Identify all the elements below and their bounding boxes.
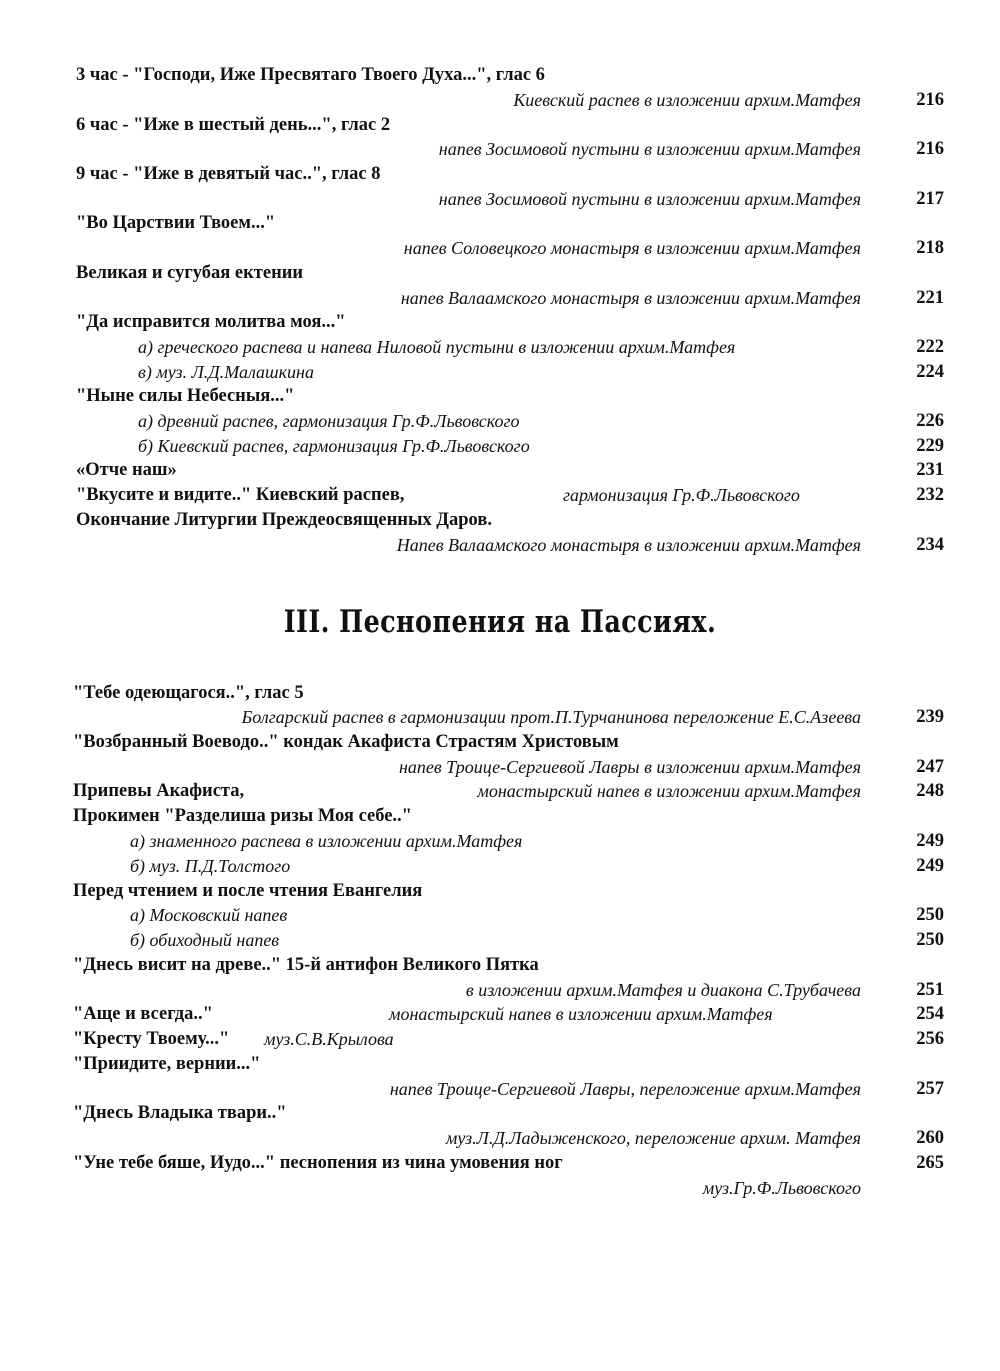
entry-subtitle: а) Московский напев (130, 905, 288, 925)
page-number: 221 (916, 288, 944, 308)
entry-subtitle: муз.С.В.Крылова (264, 1029, 394, 1049)
entry-title: "Вкусите и видите.." Киевский распев, (76, 485, 405, 505)
entry-subtitle: в изложении архим.Матфея и диакона С.Трубачева (465, 980, 861, 1000)
entry-title: "Уне тебе бяше, Иудо..." песнопения из чина умовения ног (73, 1153, 563, 1173)
entry-title: Великая и сугубая ектении (76, 263, 304, 283)
page-number: 248 (916, 781, 944, 801)
entry-title: Окончание Литургии Преждеосвященных Даров. (76, 510, 492, 530)
page-number: 218 (916, 238, 944, 258)
page-number: 226 (916, 411, 944, 431)
entry-title: "Да исправится молитва моя..." (76, 312, 346, 332)
entry-subtitle: монастырский напев в изложении архим.Матфея (389, 1004, 773, 1024)
entry-title: "Приидите, вернии..." (73, 1054, 261, 1074)
entry-subtitle: напев Троице-Сергиевой Лавры в изложении архим.Матфея (398, 757, 861, 777)
entry-subtitle: напев Соловецкого монастыря в изложении архим.Матфея (403, 238, 861, 258)
entry-subtitle: а) знаменного распева в изложении архим.Матфея (130, 831, 523, 851)
entry-subtitle: напев Зосимовой пустыни в изложении архим.Матфея (438, 139, 861, 159)
entry-title: Прокимен "Разделиша ризы Моя себе.." (73, 806, 412, 826)
entry-title: "Тебе одеющагося..", глас 5 (73, 683, 304, 703)
entry-title: «Отче наш» (76, 460, 177, 480)
entry-subtitle: напев Зосимовой пустыни в изложении архим.Матфея (438, 189, 861, 209)
entry-subtitle: муз.Гр.Ф.Львовского (702, 1178, 861, 1198)
entry-subtitle: напев Валаамского монастыря в изложении архим.Матфея (400, 288, 861, 308)
page-number: 256 (916, 1029, 944, 1049)
page-number: 254 (916, 1004, 944, 1024)
page-number: 249 (916, 831, 944, 851)
entry-title: "Возбранный Воеводо.." кондак Акафиста Страстям Христовым (73, 732, 619, 752)
page-number: 231 (916, 460, 944, 480)
entry-title: 9 час - "Иже в девятый час..", глас 8 (76, 164, 381, 184)
section-title: III. Песнопения на Пассиях. (283, 604, 717, 640)
entry-title: "Во Царствии Твоем..." (76, 213, 276, 233)
entry-title: 3 час - "Господи, Иже Пресвятаго Твоего Духа...", глас 6 (76, 65, 545, 85)
entry-subtitle: б) муз. П.Д.Толстого (130, 856, 291, 876)
entry-subtitle: Киевский распев в изложении архим.Матфея (513, 90, 861, 110)
entry-subtitle: Напев Валаамского монастыря в изложении архим.Матфея (396, 535, 861, 555)
entry-title: "Днесь Владыка твари.." (73, 1103, 287, 1123)
entry-subtitle: напев Троице-Сергиевой Лавры, переложение архим.Матфея (389, 1079, 861, 1099)
page-number: 216 (916, 139, 944, 159)
page-number: 249 (916, 856, 944, 876)
entry-subtitle: гармонизация Гр.Ф.Львовского (563, 485, 800, 505)
page-number: 217 (916, 189, 944, 209)
entry-subtitle: Болгарский распев в гармонизации прот.П.Турчанинова переложение Е.С.Азеева (241, 707, 861, 727)
page-number: 265 (916, 1153, 944, 1173)
entry-title: "Аще и всегда.." (73, 1004, 213, 1024)
entry-subtitle: б) Киевский распев, гармонизация Гр.Ф.Львовского (138, 436, 530, 456)
page-number: 260 (916, 1128, 944, 1148)
entry-subtitle: а) древний распев, гармонизация Гр.Ф.Львовского (138, 411, 520, 431)
entry-subtitle: монастырский напев в изложении архим.Матфея (477, 781, 861, 801)
entry-title: "Ныне силы Небесныя..." (76, 386, 295, 406)
page-number: 257 (916, 1079, 944, 1099)
page-number: 216 (916, 90, 944, 110)
entry-title: "Днесь висит на древе.." 15-й антифон Великого Пятка (73, 955, 539, 975)
page-number: 239 (916, 707, 944, 727)
entry-title: 6 час - "Иже в шестый день...", глас 2 (76, 115, 391, 135)
entry-subtitle: в) муз. Л.Д.Малашкина (138, 362, 314, 382)
entry-subtitle: муз.Л.Д.Ладыженского, переложение архим. Матфея (445, 1128, 861, 1148)
entry-subtitle: а) греческого распева и напева Ниловой пустыни в изложении архим.Матфея (138, 337, 736, 357)
page-number: 229 (916, 436, 944, 456)
page-number: 234 (916, 535, 944, 555)
page-number: 250 (916, 930, 944, 950)
page-number: 232 (916, 485, 944, 505)
page-number: 251 (916, 980, 944, 1000)
entry-subtitle: б) обиходный напев (130, 930, 280, 950)
page-number: 247 (916, 757, 944, 777)
entry-title: Перед чтением и после чтения Евангелия (73, 881, 423, 901)
page-number: 250 (916, 905, 944, 925)
page-number: 224 (916, 362, 944, 382)
entry-title: "Кресту Твоему..." (73, 1029, 230, 1049)
entry-title: Припевы Акафиста, (73, 781, 245, 801)
page-number: 222 (916, 337, 944, 357)
